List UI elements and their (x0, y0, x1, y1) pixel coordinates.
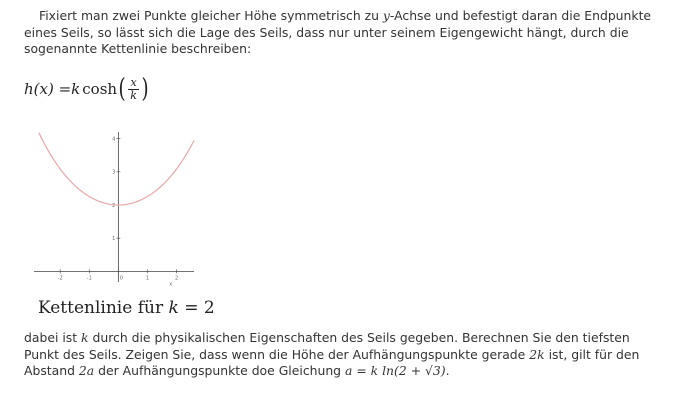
intro-text-2: -Achse und befestigt daran die Endpunkte eines Seils, so lässt sich die Lage des Seils, dass nur unter seinem Eigengewicht hängt, durch die sogenannte Kettenlinie beschreiben: (24, 8, 652, 56)
x-axis-label: x (169, 281, 173, 288)
formula-k: k (71, 80, 81, 98)
intro-text-1: Fixiert man zwei Punkte gleicher Höhe symmetrisch zu (39, 8, 383, 23)
intro-paragraph (24, 8, 654, 58)
y-tick-label: 3 (112, 169, 116, 176)
fraction-numerator: x (130, 75, 137, 89)
formula-lhs: h(x) = (24, 80, 72, 98)
y-tick-label: 1 (112, 235, 116, 242)
catenary-curve (39, 133, 194, 205)
catenary-plot (30, 128, 200, 298)
task-paragraph (24, 330, 654, 380)
task-text-4: der Aufhängungspunkte doe Gleichung (94, 363, 345, 378)
right-paren: ) (141, 74, 149, 104)
task-2a: 2a (78, 363, 95, 378)
left-paren: ( (118, 74, 126, 104)
catenary-formula (24, 70, 150, 108)
y-tick-label: 4 (112, 136, 116, 143)
figure-caption (38, 298, 215, 318)
task-text-2: durch die physikalischen Eigenschaften des Seils gegeben. Berechnen Sie den tiefsten Punkt des Seils. Zeigen Sie, dass wenn die Höhe der Aufhängungspunkte gerade (24, 330, 630, 362)
caption-eq: = 2 (178, 298, 215, 318)
fraction-denominator: k (130, 88, 137, 102)
x-tick-label: -1 (86, 275, 92, 282)
formula-func: cosh (82, 80, 118, 98)
x-tick-label: -2 (57, 275, 63, 282)
x-tick-label: 1 (145, 275, 150, 282)
task-equation: a = k ln(2 + √3) (345, 363, 446, 378)
task-text-3: ist, gilt für den Abstand (24, 346, 640, 378)
task-2k: 2k (529, 346, 545, 362)
task-text-1: dabei ist (24, 330, 82, 345)
y-tick-label: 2 (112, 202, 116, 209)
task-k: k (81, 330, 89, 345)
x-tick-label: 2 (174, 275, 179, 282)
caption-k: k (168, 298, 179, 318)
task-text-5: . (445, 363, 450, 378)
formula-fraction (128, 77, 139, 102)
var-y: y (382, 8, 390, 23)
caption-text: Kettenlinie für (38, 298, 169, 318)
x-tick-label: 0 (119, 275, 123, 282)
